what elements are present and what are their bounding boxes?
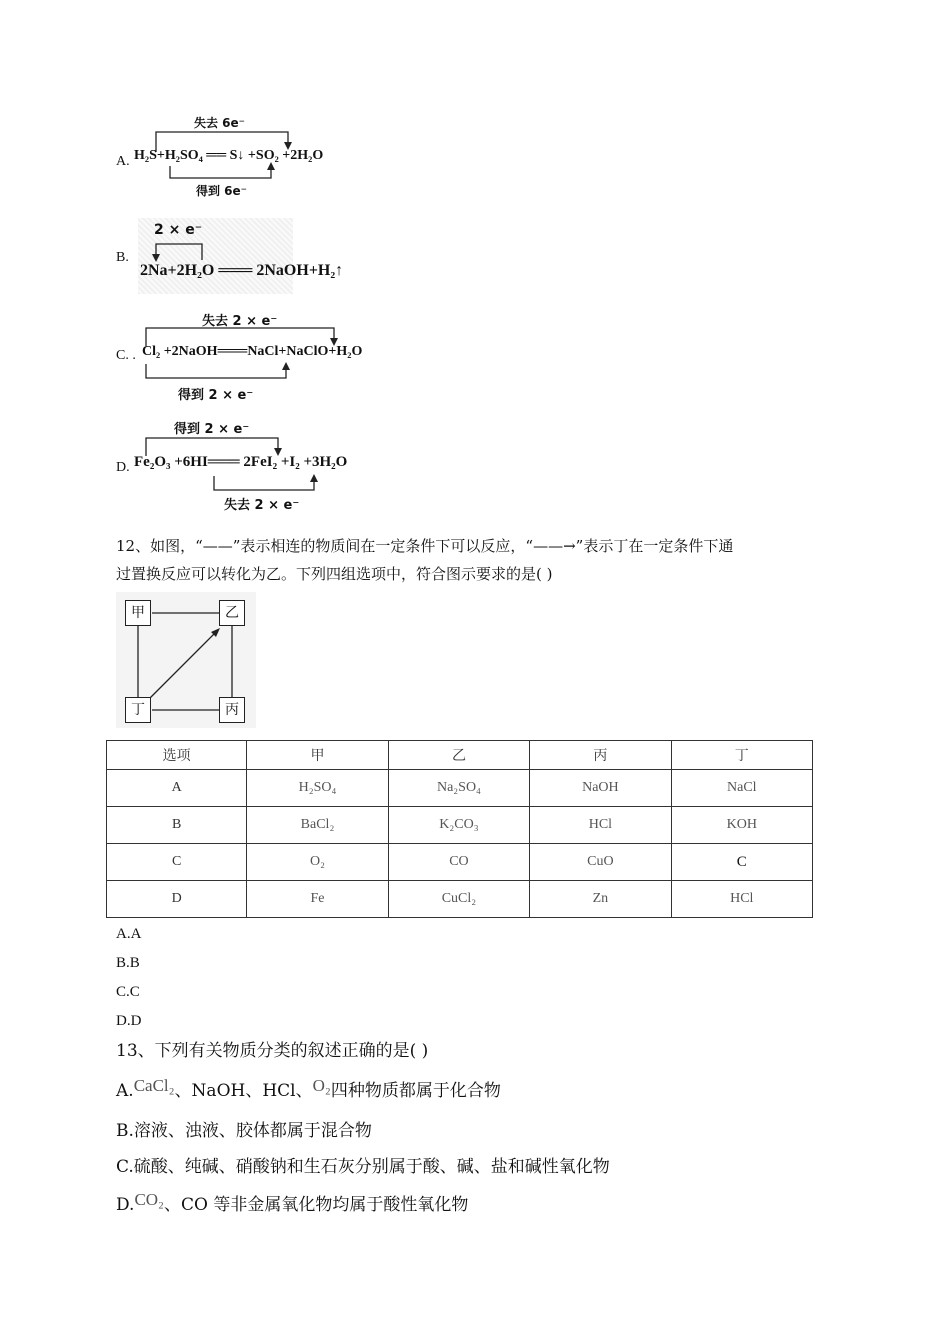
table-cell: KOH xyxy=(671,807,812,844)
table-cell: C xyxy=(671,844,812,881)
q12-stem-line2: 过置换反应可以转化为乙。下列四组选项中，符合图示要求的是( ) xyxy=(116,565,553,583)
q13-a-chem-cacl2: CaCl₂ xyxy=(133,1076,175,1095)
q13-option-a xyxy=(116,1076,501,1101)
q13-a-prefix: A. xyxy=(116,1081,134,1101)
table-row xyxy=(107,807,813,844)
table-header: 乙 xyxy=(388,741,529,770)
q11-c-top-note: 失去 2 × e⁻ xyxy=(202,314,278,329)
q13-d-prefix: D. xyxy=(116,1195,135,1215)
q11-a-label: A. xyxy=(116,154,130,169)
q12-diagram xyxy=(116,592,256,728)
q13-option-b: B.溶液、浊液、胶体都属于混合物 xyxy=(116,1121,372,1141)
q11-c-bottom-note: 得到 2 × e⁻ xyxy=(178,388,254,403)
table-row xyxy=(107,844,813,881)
table-cell: H₂SO₄ xyxy=(247,770,388,807)
answer-option-c: C.C xyxy=(116,984,140,1000)
diagram-node-ding: 丁 xyxy=(125,697,151,723)
q13-d-suffix: 、CO 等非金属氧化物均属于酸性氧化物 xyxy=(163,1195,469,1215)
q13-stem: 13、下列有关物质分类的叙述正确的是( ) xyxy=(116,1041,429,1061)
table-cell-option: C xyxy=(107,844,247,881)
table-cell: HCl xyxy=(671,881,812,918)
table-header: 丙 xyxy=(530,741,671,770)
q11-option-b xyxy=(116,218,386,298)
table-cell-option: D xyxy=(107,881,247,918)
answer-option-b: B.B xyxy=(116,955,140,971)
table-cell: BaCl₂ xyxy=(247,807,388,844)
q12-stem xyxy=(116,532,846,588)
q13-a-chem-o2: O₂ xyxy=(312,1076,331,1095)
q11-d-bottom-note: 失去 2 × e⁻ xyxy=(224,498,300,513)
q11-d-label: D. xyxy=(116,460,130,475)
table-cell: Zn xyxy=(530,881,671,918)
diagram-node-yi: 乙 xyxy=(219,600,245,626)
table-header: 甲 xyxy=(247,741,388,770)
diagram-node-jia: 甲 xyxy=(125,600,151,626)
q11-a-bottom-note: 得到 6e⁻ xyxy=(196,184,248,198)
table-header-row xyxy=(107,741,813,770)
q11-a-equation: H₂S+H₂SO₄ ══ S↓ +SO₂ +2H₂O xyxy=(134,148,324,163)
table-cell-option: A xyxy=(107,770,247,807)
q11-option-a xyxy=(116,112,376,202)
table-header: 选项 xyxy=(107,741,247,770)
q11-c-equation: Cl₂ +2NaOH═══NaCl+NaClO+H₂O xyxy=(142,344,363,359)
table-cell-option: B xyxy=(107,807,247,844)
q13-a-suffix: 四种物质都属于化合物 xyxy=(330,1081,501,1101)
q11-b-arrow xyxy=(116,218,386,298)
q11-a-top-note: 失去 6e⁻ xyxy=(194,116,246,130)
q11-d-top-note: 得到 2 × e⁻ xyxy=(174,422,250,437)
q13-d-chem-co2: CO₂ xyxy=(134,1190,164,1209)
table-cell: O₂ xyxy=(247,844,388,881)
q13-option-c: C.硫酸、纯碱、硝酸钠和生石灰分别属于酸、碱、盐和碱性氧化物 xyxy=(116,1157,610,1177)
q11-b-equation: 2Na+2H₂O ═══ 2NaOH+H₂↑ xyxy=(140,262,344,279)
table-cell: NaOH xyxy=(530,770,671,807)
table-cell: Na₂SO₄ xyxy=(388,770,529,807)
answer-option-a: A.A xyxy=(116,926,142,942)
q11-b-label: B. xyxy=(116,250,129,265)
q12-answers xyxy=(116,920,141,1036)
table-cell: NaCl xyxy=(671,770,812,807)
q11-option-d xyxy=(116,414,416,514)
table-row xyxy=(107,881,813,918)
diagram-node-bing: 丙 xyxy=(219,697,245,723)
answer-option-d: D.D xyxy=(116,1013,142,1029)
q12-options-table xyxy=(106,740,813,918)
table-row xyxy=(107,770,813,807)
q11-option-c xyxy=(116,306,416,402)
q11-c-label: C. . xyxy=(116,348,136,363)
q11-b-top-note: 2 × e⁻ xyxy=(154,222,203,238)
q12-stem-line1: 12、如图，“——”表示相连的物质间在一定条件下可以反应，“——→”表示丁在一定条件下通 xyxy=(116,537,734,555)
table-cell: CuO xyxy=(530,844,671,881)
table-cell: CO xyxy=(388,844,529,881)
table-cell: Fe xyxy=(247,881,388,918)
table-cell: HCl xyxy=(530,807,671,844)
table-cell: CuCl₂ xyxy=(388,881,529,918)
q13-a-middle: 、NaOH、HCl、 xyxy=(174,1081,313,1101)
table-header: 丁 xyxy=(671,741,812,770)
table-cell: K₂CO₃ xyxy=(388,807,529,844)
q13-option-d xyxy=(116,1190,468,1215)
q11-d-equation: Fe₂O₃ +6HI═══ 2FeI₂ +I₂ +3H₂O xyxy=(134,454,348,470)
